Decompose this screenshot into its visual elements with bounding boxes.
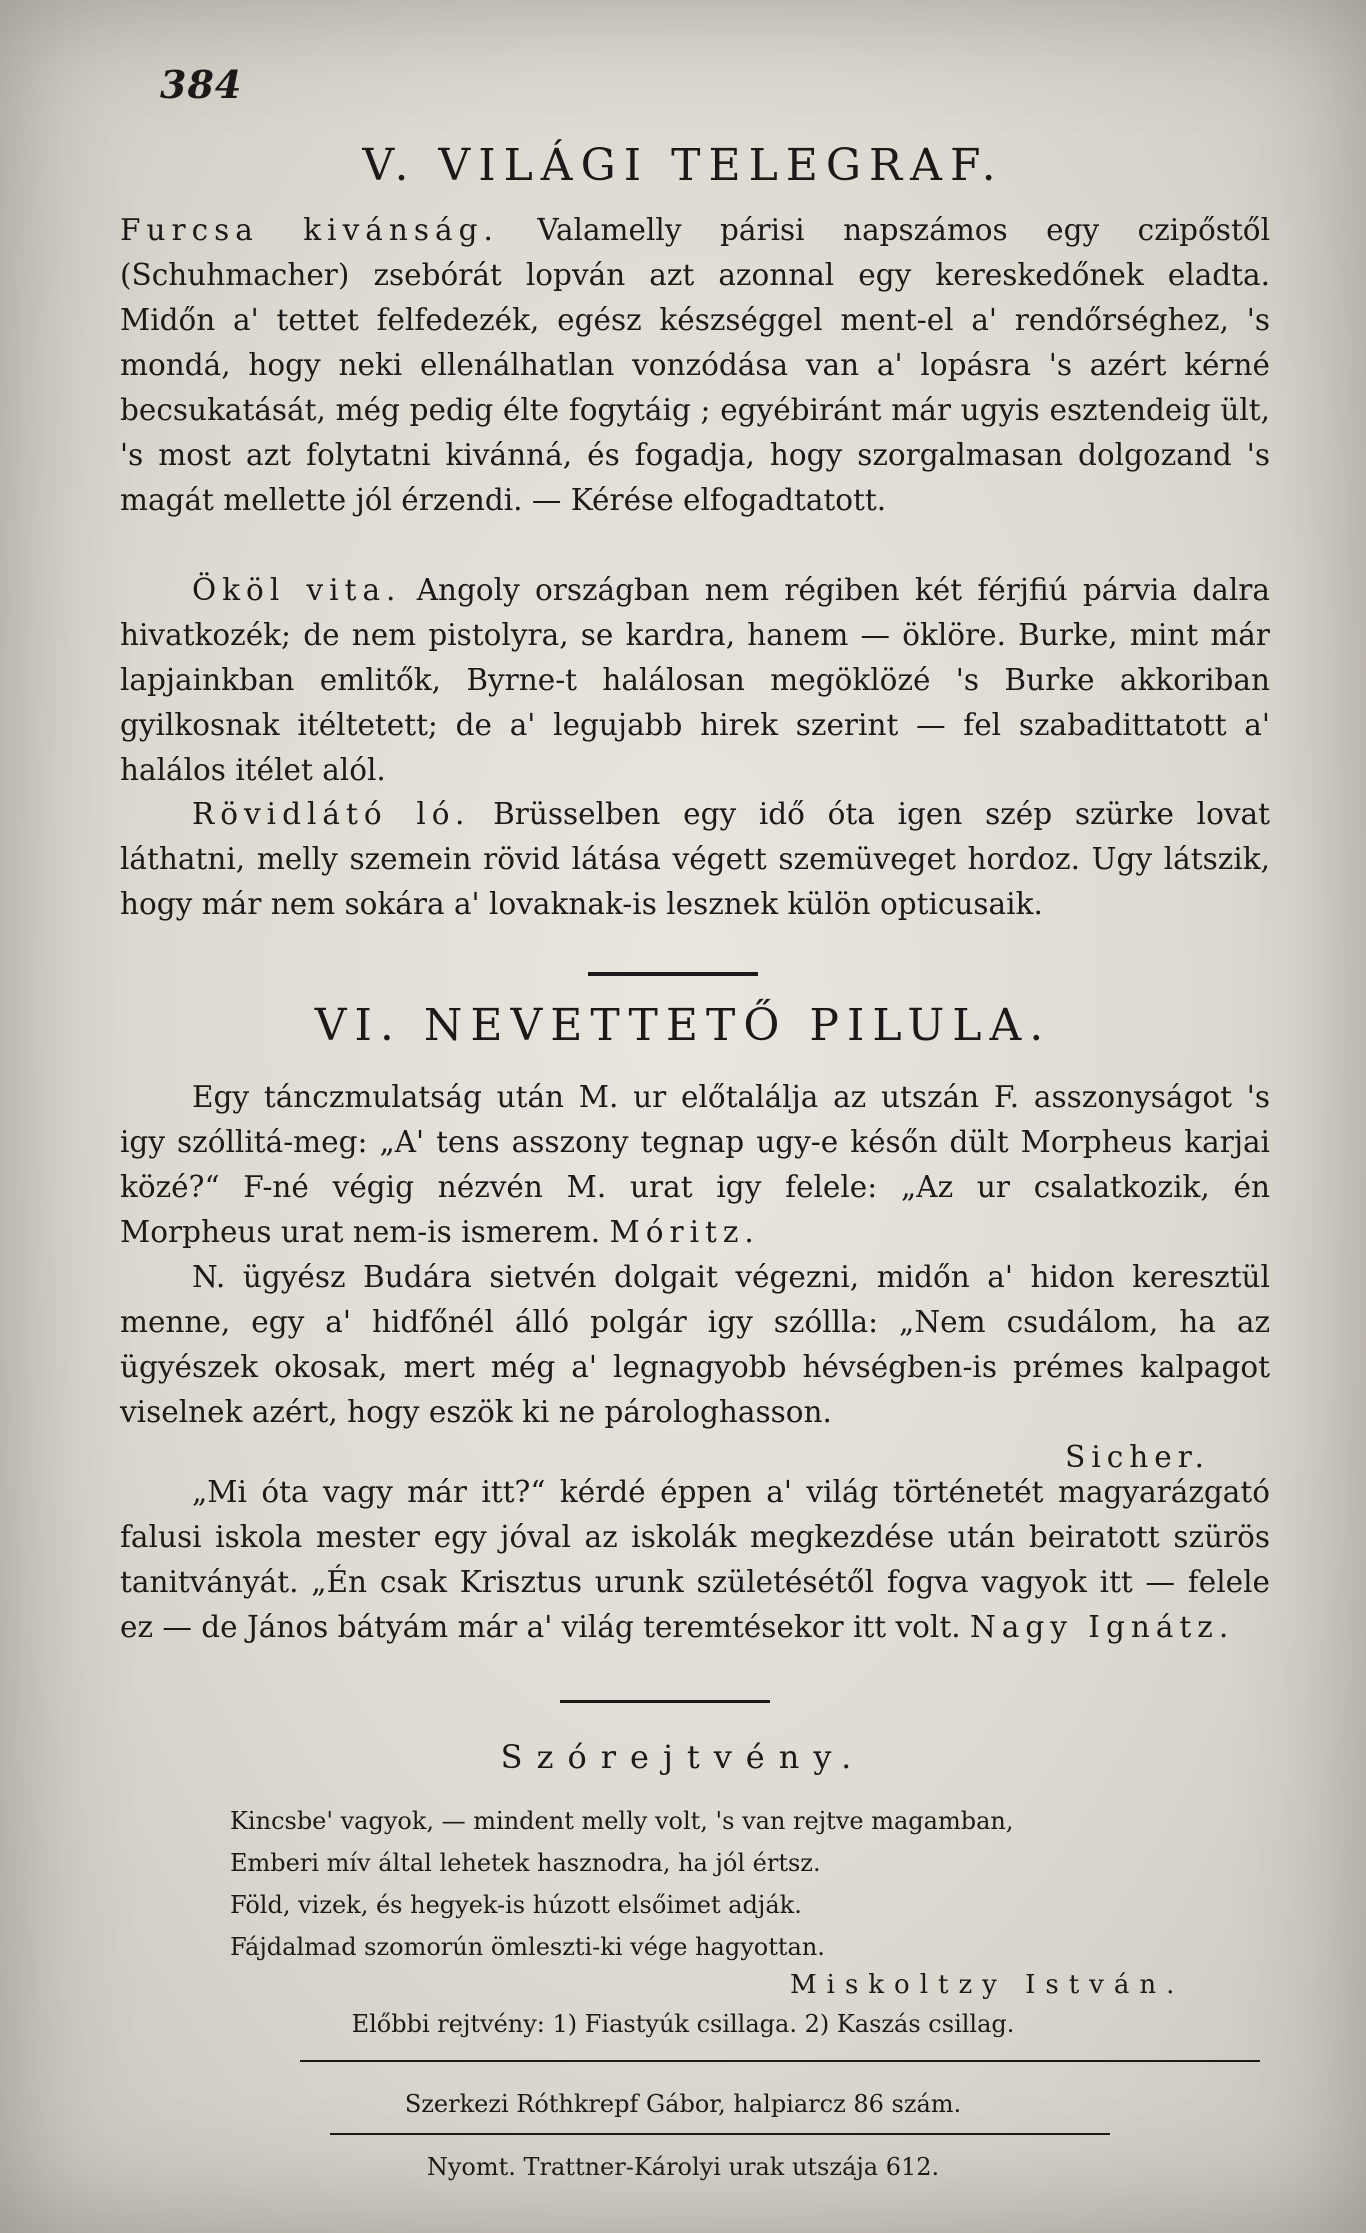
joke-text: Egy tánczmulatság után M. ur előtalálja az utszán F. asszonyságot 's igy szóllitá-meg: „A' tens asszony tegnap ugy-e későn dült Morpheus karjai közé?“ F-né végig nézvén M. urat igy felele: „Az ur csalatkozik, én Morpheus urat nem-is ismerem.	[120, 1080, 1270, 1249]
riddle-signature: Miskoltzy István.	[790, 1970, 1185, 2000]
riddle-line: Fájdalmad szomorún ömleszti-ki vége hagyottan.	[230, 1933, 825, 1961]
editor-imprint: Szerkezi Róthkrepf Gábor, halpiarcz 86 szám.	[404, 2090, 962, 2118]
news-item-furcsa-kivansag	[120, 208, 1270, 523]
news-text: Valamelly párisi napszámos egy czipőstől (Schuhmacher) zsebórát lopván azt azonnal egy kereskedőnek eladta. Midőn a' tettet felfedezék, egész készséggel ment-el a' rendőrséghez, 's mondá, hogy neki ellenálhatlan vonzódása van a' lopásra 's azért kérné becsukatását, még pedig élte fogytáig ; egyébiránt már ugyis esztendeig ült, 's most azt folytatni kivánná, és fogadja, hogy szorgalmasan dolgozand 's magát mellette jól érzendi. — Kérése elfogadtatott.	[120, 213, 1270, 517]
section-title-nevetteto-pilula: VI. NEVETTETŐ PILULA.	[314, 1000, 1052, 1051]
news-text: Angoly országban nem régiben két férjfiú párvia dalra hivatkozék; de nem pistolyra, se kardra, hanem — öklöre. Burke, mint már lapjainkban emlitők, Byrne-t halálosan megöklözé 's Burke akkoriban gyilkosnak itéltetett; de a' legujabb hirek szerint — fel szabadittatott a' halálos itélet alól.	[120, 573, 1270, 787]
news-keyword: Furcsa kivánság.	[120, 213, 499, 247]
printer-imprint: Nyomt. Trattner-Károlyi urak utszája 612.	[426, 2153, 940, 2181]
news-keyword: Rövidlátó ló.	[192, 797, 471, 831]
riddle-title: Szórejtvény.	[500, 1738, 866, 1776]
news-keyword: Ököl vita.	[192, 573, 402, 607]
page-number: 384	[160, 62, 243, 107]
footer-divider	[300, 2060, 1260, 2062]
footer-divider	[330, 2133, 1110, 2135]
news-item-rovidlato-lo	[120, 792, 1270, 927]
joke-text: N. ügyész Budára sietvén dolgait végezni, midőn a' hidon keresztül menne, egy a' hidfőnél álló polgár igy szóllla: „Nem csudálom, ha az ügyészek okosak, mert még a' legnagyobb hévségben-is prémes kalpagot viselnek azért, hogy eszök ki ne párologhasson.	[120, 1260, 1270, 1429]
joke-signature: Nagy Ignátz.	[969, 1610, 1235, 1644]
section-title-vilagi-telegraf: V. VILÁGI TELEGRAF.	[362, 140, 1004, 191]
riddle-poem	[230, 1800, 1250, 1968]
joke-item-ugyesz	[120, 1255, 1270, 1480]
joke-text: „Mi óta vagy már itt?“ kérdé éppen a' világ történetét magyarázgató falusi iskola mester egy jóval az iskolák megkezdése után beiratott szürös tanitványát. „Én csak Krisztus urunk születésétől fogva vagyok itt — felele ez — de János bátyám már a' világ teremtésekor itt volt.	[120, 1475, 1270, 1644]
joke-signature: Móritz.	[609, 1215, 760, 1249]
joke-item-iskola-mester	[120, 1470, 1270, 1650]
joke-signature: Sicher.	[1065, 1440, 1210, 1474]
news-item-okol-vita	[120, 568, 1270, 793]
section-divider	[588, 972, 758, 976]
riddle-line: Kincsbe' vagyok, — mindent melly volt, 's van rejtve magamban,	[230, 1807, 1014, 1835]
previous-riddle-answer: Előbbi rejtvény: 1) Fiastyúk csillaga. 2) Kaszás csillag.	[351, 2010, 1015, 2038]
joke-item-morpheus	[120, 1075, 1270, 1255]
riddle-line: Emberi mív által lehetek hasznodra, ha jól értsz.	[230, 1849, 821, 1877]
riddle-line: Föld, vizek, és hegyek-is húzott elsőimet adják.	[230, 1891, 802, 1919]
section-divider	[560, 1700, 770, 1703]
news-text: Brüsselben egy idő óta igen szép szürke lovat láthatni, melly szemein rövid látása végett szemüveget hordoz. Ugy látszik, hogy már nem sokára a' lovaknak-is lesznek külön opticusaik.	[120, 797, 1270, 921]
